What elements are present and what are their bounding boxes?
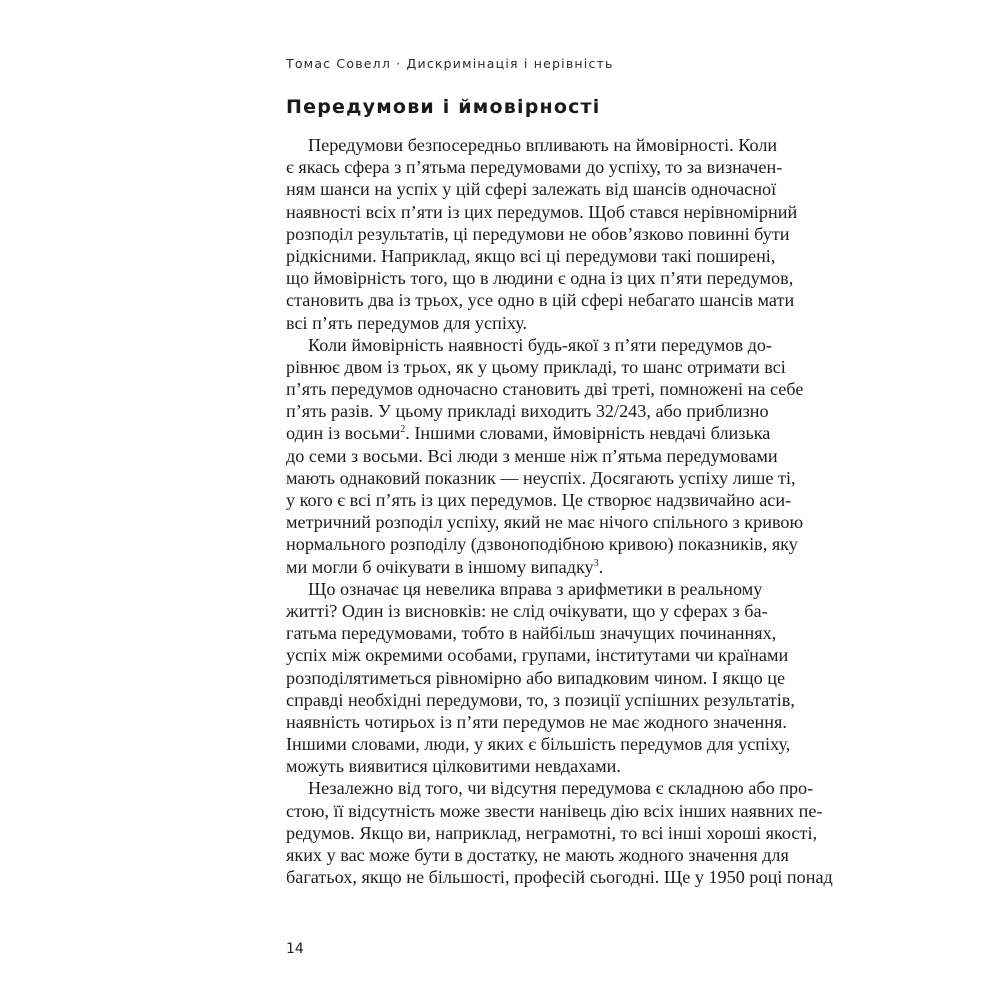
text-line: метричний розподіл успіху, який не має нічого спільного з кривою	[286, 512, 804, 533]
text-line: розподілятиметься рівномірно або випадковим чином. І якщо це	[286, 667, 786, 688]
text-line: наявності всіх п’яти із цих передумов. Щоб стався нерівномірний	[286, 201, 798, 222]
text-line: у кого є всі п’ять із цих передумов. Це створює надзвичайно аси-	[286, 490, 792, 510]
section-title: Передумови і ймовірності	[286, 96, 601, 118]
text-line: гатьма передумовами, тобто в найбільш значущих починаннях,	[286, 623, 777, 644]
text-line: Коли ймовірність наявності будь-якої з п’яти передумов до-	[308, 334, 772, 355]
text-line: житті? Один із висновків: не слід очікувати, що у сферах з ба-	[286, 600, 768, 621]
text-line: Що означає ця невелика вправа з арифметики в реальному	[308, 578, 763, 599]
body-text	[286, 134, 833, 888]
text-line: ням шанси на успіх у цій сфері залежать від шансів одночасної	[286, 179, 777, 200]
text-line: п’ять разів. У цьому прикладі виходить 32/243, або приблизно	[286, 401, 769, 422]
text-line: Передумови безпосередньо впливають на ймовірності. Коли	[308, 135, 778, 155]
text-line: нормального розподілу (дзвоноподібною кривою) показників, яку	[286, 534, 798, 555]
text-line: редумов. Якщо ви, наприклад, неграмотні, то всі інші хороші якості,	[286, 822, 818, 843]
text-line: всі п’ять передумов для успіху.	[286, 312, 528, 333]
text-line: Незалежно від того, чи відсутня передумова є складною або про-	[308, 778, 814, 799]
text-line: багатьох, якщо не більшості, професій сьогодні. Ще у 1950 році понад	[286, 867, 833, 888]
text-line: що ймовірність того, що в людини є одна із цих п’яти передумов,	[286, 268, 794, 289]
footnote-marker: 2	[400, 424, 406, 436]
running-head: Томас Совелл · Дискримінація і нерівність	[286, 56, 614, 71]
text-line: є якась сфера з п’ятьма передумовами до успіху, то за визначен-	[286, 157, 783, 178]
line-text: один із восьми	[286, 423, 401, 444]
text-line: справді необхідні передумови, то, з позиції успішних результатів,	[286, 689, 795, 710]
text-line: яких у вас може бути в достатку, не мають жодного значення для	[286, 845, 789, 865]
text-line: рівнює двом із трьох, як у цьому прикладі, то шанс отримати всі	[286, 356, 786, 377]
text-line: до семи з восьми. Всі люди з менше ніж п’ятьма передумовами	[286, 445, 778, 466]
text-line: становить два із трьох, усе одно в цій сфері небагато шансів мати	[286, 290, 795, 311]
text-line: мають однаковий показник — неуспіх. Досягають успіху лише ті,	[286, 467, 796, 488]
text-line: п’ять передумов одночасно становить дві треті, помножені на себе	[286, 379, 804, 400]
page-number: 14	[286, 941, 304, 957]
line-text: .	[598, 556, 604, 577]
footnote-marker: 3	[593, 557, 599, 569]
line-text: . Іншими словами, ймовірність невдачі близька	[405, 423, 771, 444]
text-line-with-footnote	[286, 422, 771, 444]
text-line: рідкісними. Наприклад, якщо всі ці передумови такі поширені,	[286, 245, 776, 266]
text-line: успіх між окремими особами, групами, інститутами чи країнами	[286, 645, 789, 666]
text-line: можуть виявитися цілковитими невдахами.	[286, 756, 621, 777]
text-line: Іншими словами, люди, у яких є більшість передумов для успіху,	[286, 734, 791, 755]
line-text: ми могли б очікувати в іншому випадку	[286, 556, 594, 577]
text-line: стою, її відсутність може звести нанівець дію всіх інших наявних пе-	[286, 800, 823, 821]
text-line-with-footnote	[286, 556, 714, 578]
text-line: розподіл результатів, ці передумови не обов’язково повинні бути	[286, 223, 790, 244]
text-line: наявність чотирьох із п’яти передумов не має жодного значення.	[286, 711, 787, 732]
